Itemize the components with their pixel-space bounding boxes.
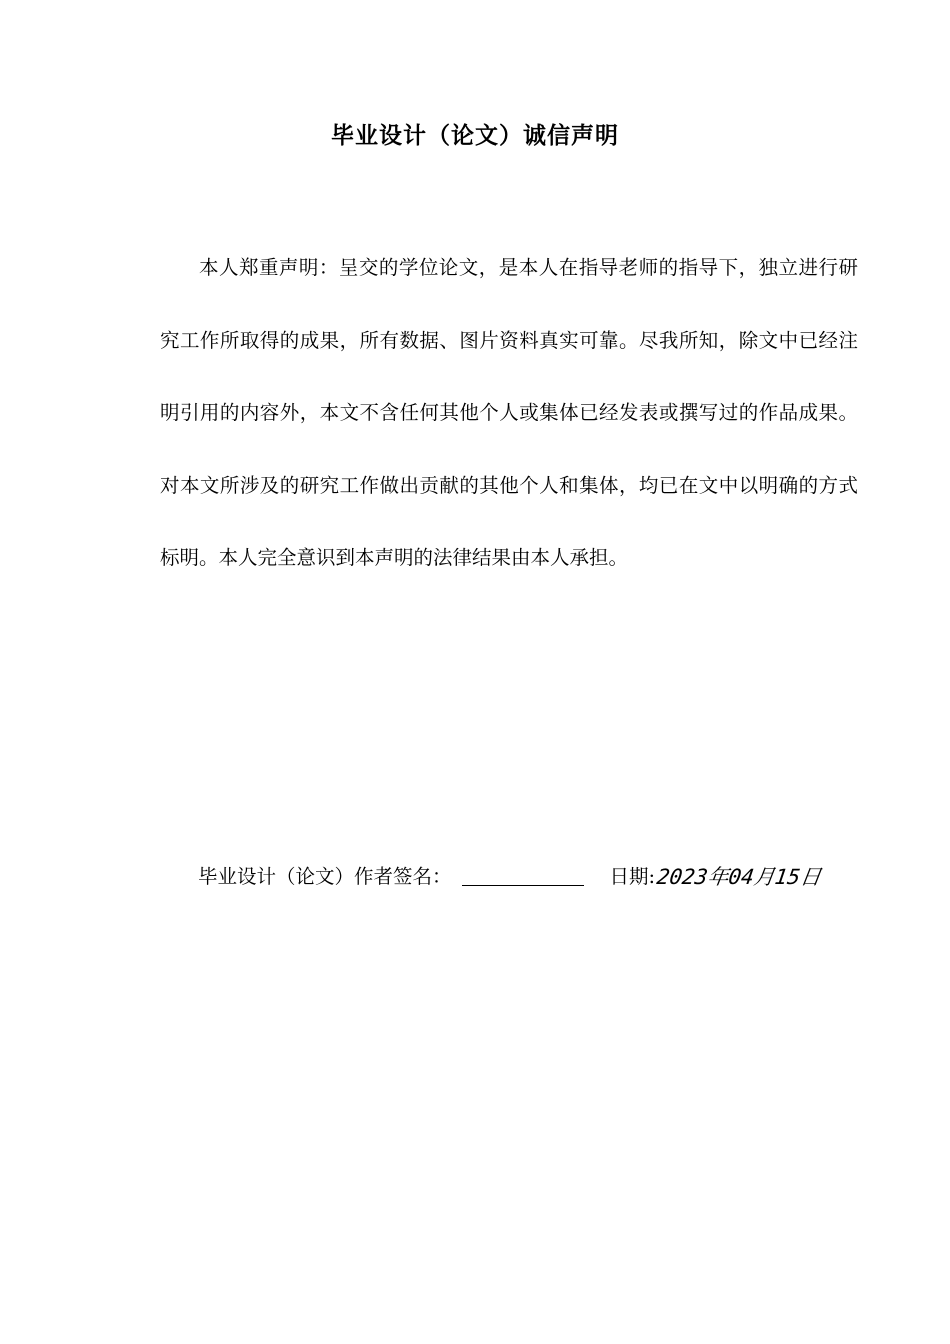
date-label: 日期: — [609, 865, 656, 888]
author-signature-label: 毕业设计（论文）作者签名： — [198, 865, 452, 888]
signature-line — [198, 852, 821, 892]
handwritten-date: 2023年04月15日 — [655, 865, 823, 889]
author-signature-field[interactable] — [462, 857, 584, 886]
declaration-paragraph: 本人郑重声明：呈交的学位论文，是本人在指导老师的指导下，独立进行研究工作所取得的成果，所有数据、图片资料真实可靠。尽我所知，除文中已经注明引用的内容外，本文不含任何其他个人或集体已经发表或撰写过的作品成果。对本文所涉及的研究工作做出贡献的其他个人和集体，均已在文中以明确的方式标明。本人完全意识到本声明的法律结果由本人承担。 — [160, 256, 858, 569]
page-title: 毕业设计（论文）诚信声明 — [331, 123, 619, 149]
